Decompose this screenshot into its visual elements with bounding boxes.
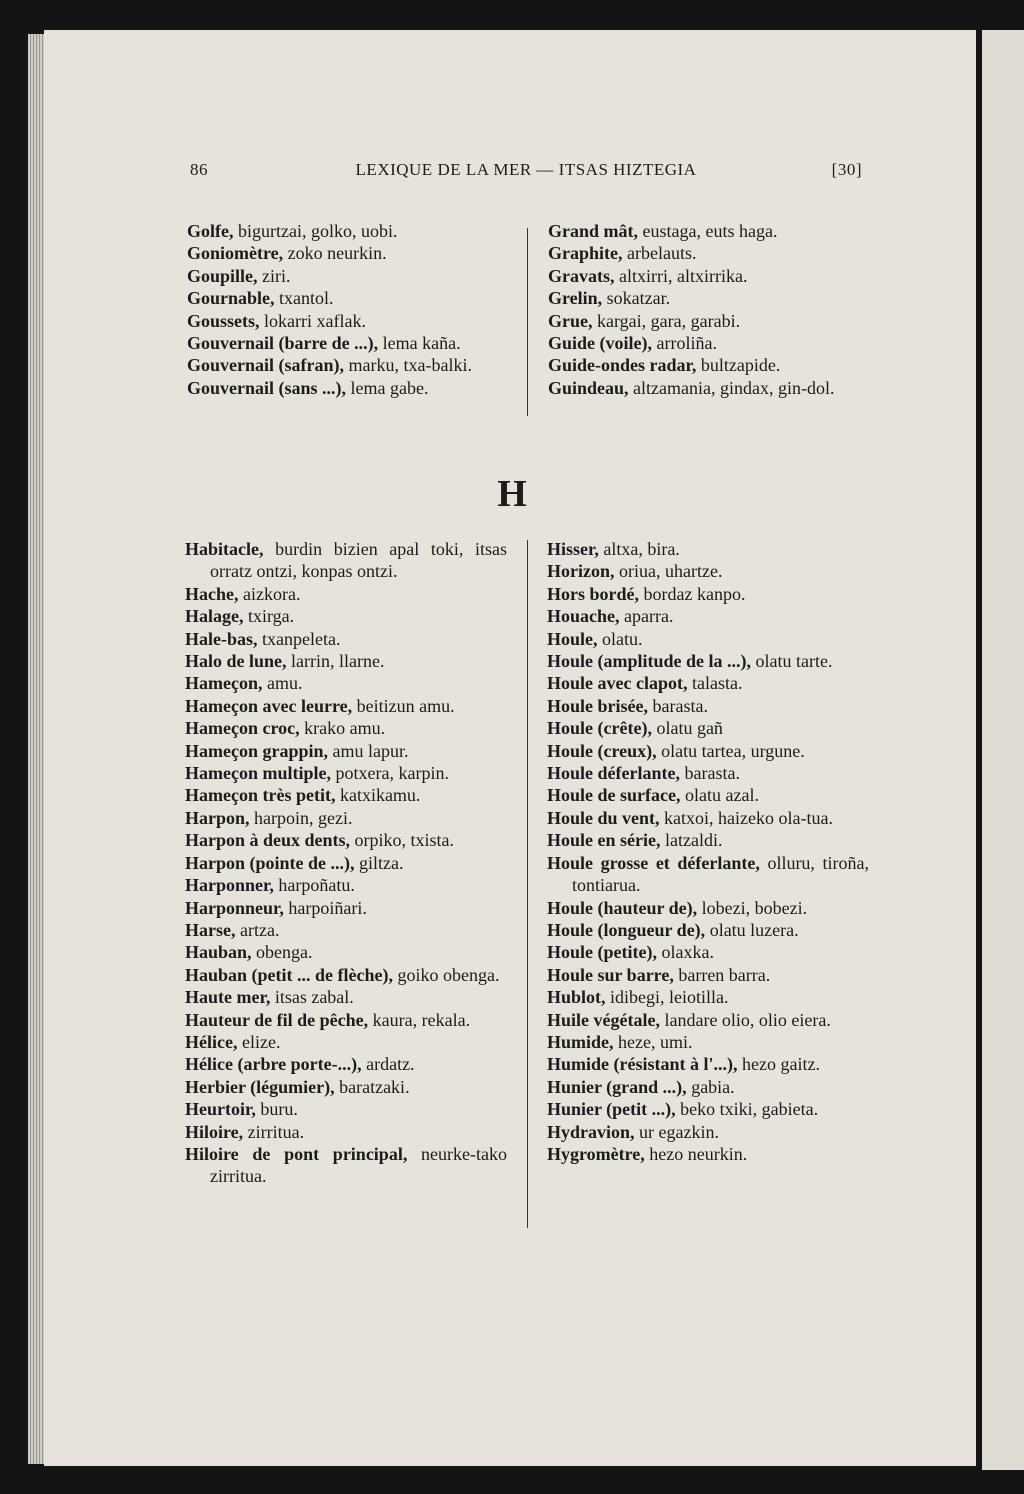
entry-term: Halo de lune, <box>185 651 287 672</box>
column-bottom-right <box>547 538 869 1165</box>
column-bottom-left <box>185 538 507 1188</box>
entry-term: Golfe, <box>187 221 234 241</box>
entry-term: Harponneur, <box>185 897 284 918</box>
entry-term: Hauteur de fil de pêche, <box>185 1009 369 1030</box>
dictionary-entry <box>547 538 869 560</box>
column-divider-top <box>527 228 528 416</box>
entry-term: Hameçon très petit, <box>185 785 336 806</box>
dictionary-entry <box>547 1121 869 1143</box>
entry-term: Hélice, <box>185 1031 238 1052</box>
entry-definition: harpoñatu. <box>273 875 355 896</box>
entry-term: Haute mer, <box>185 987 271 1008</box>
entry-term: Hache, <box>185 583 239 604</box>
entry-definition: zoko neurkin. <box>283 243 387 264</box>
entry-definition: marku, txa-balki. <box>344 355 472 376</box>
dictionary-entry <box>547 852 869 897</box>
dictionary-entry <box>185 1121 507 1143</box>
entry-term: Hameçon avec leurre, <box>185 695 353 716</box>
dictionary-entry <box>185 784 507 806</box>
entry-definition: bultzapide. <box>696 355 781 376</box>
entry-term: Humide, <box>547 1031 614 1052</box>
section-ref: [30] <box>831 160 862 179</box>
entry-term: Gouvernail (barre de ...), <box>187 333 379 354</box>
section-letter: H <box>497 473 527 515</box>
dictionary-entry <box>185 807 507 829</box>
dictionary-entry <box>547 717 869 739</box>
entry-definition: txanpeleta. <box>257 628 341 649</box>
dictionary-entry <box>548 310 870 332</box>
dictionary-entry <box>547 1098 869 1120</box>
entry-term: Houle sur barre, <box>547 964 674 985</box>
entry-definition: beitizun amu. <box>352 695 455 716</box>
dictionary-entry <box>185 650 507 672</box>
entry-term: Houle avec clapot, <box>547 673 688 694</box>
entry-term: Grelin, <box>548 288 603 309</box>
dictionary-entry <box>185 605 507 627</box>
entry-definition: altzamania, gindax, gin-dol. <box>628 377 835 398</box>
dictionary-entry <box>547 919 869 941</box>
entry-definition: buru. <box>255 1099 298 1120</box>
dictionary-entry <box>547 560 869 582</box>
entry-definition: kargai, gara, garabi. <box>592 310 741 331</box>
entry-term: Hygromètre, <box>547 1143 645 1164</box>
dictionary-entry <box>548 354 870 376</box>
dictionary-entry <box>185 628 507 650</box>
column-top-right <box>548 220 870 399</box>
dictionary-entry <box>185 1031 507 1053</box>
entry-term: Horizon, <box>547 561 615 582</box>
entry-term: Hélice (arbre porte-...), <box>185 1054 362 1075</box>
entry-definition: heze, umi. <box>613 1031 693 1052</box>
entry-term: Hameçon, <box>185 673 263 694</box>
entry-term: Guide-ondes radar, <box>548 355 697 376</box>
dictionary-entry <box>547 695 869 717</box>
entry-definition: beko txiki, gabieta. <box>675 1099 819 1120</box>
entry-term: Houle de surface, <box>547 785 681 806</box>
entry-definition: olatu tarte. <box>751 651 833 672</box>
dictionary-entry <box>185 1076 507 1098</box>
entry-definition: ur egazkin. <box>634 1121 719 1142</box>
entry-definition: aizkora. <box>238 583 301 604</box>
entry-term: Hameçon grappin, <box>185 740 329 761</box>
dictionary-entry <box>547 1143 869 1165</box>
entry-term: Houle (creux), <box>547 740 657 761</box>
dictionary-entry <box>547 829 869 851</box>
dictionary-entry <box>547 986 869 1008</box>
entry-definition: sokatzar. <box>602 288 671 309</box>
entry-definition: idibegi, leiotilla. <box>605 987 729 1008</box>
dictionary-entry <box>185 1098 507 1120</box>
entry-definition: lema gabe. <box>346 377 429 398</box>
dictionary-entry <box>187 377 510 399</box>
entry-term: Hisser, <box>547 539 599 559</box>
entry-definition: eustaga, euts haga. <box>638 221 778 241</box>
entry-term: Goupille, <box>187 265 258 286</box>
entry-term: Gouvernail (sans ...), <box>187 377 347 398</box>
dictionary-entry <box>547 1076 869 1098</box>
entry-term: Houle déferlante, <box>547 763 680 784</box>
entry-term: Gournable, <box>187 288 275 309</box>
dictionary-entry <box>185 874 507 896</box>
entry-definition: larrin, llarne. <box>286 651 385 672</box>
dictionary-entry <box>547 762 869 784</box>
entry-definition: amu. <box>262 673 303 694</box>
dictionary-entry <box>185 672 507 694</box>
entry-definition: olatu tartea, urgune. <box>656 740 805 761</box>
dictionary-entry <box>547 672 869 694</box>
dictionary-entry <box>185 1143 507 1188</box>
entry-term: Goussets, <box>187 310 260 331</box>
entry-term: Houle, <box>547 628 598 649</box>
dictionary-entry <box>187 332 510 354</box>
entry-definition: aparra. <box>619 606 674 627</box>
entry-definition: olatu luzera. <box>705 919 799 940</box>
dictionary-entry <box>547 1009 869 1031</box>
entry-definition: hezo gaitz. <box>737 1054 820 1075</box>
dictionary-entry <box>548 377 870 399</box>
entry-term: Gravats, <box>548 265 615 286</box>
dictionary-entry <box>185 583 507 605</box>
dictionary-entry <box>185 762 507 784</box>
entry-term: Harponner, <box>185 875 274 896</box>
entry-definition: olatu azal. <box>680 785 759 806</box>
entry-term: Houle (longueur de), <box>547 919 706 940</box>
dictionary-entry <box>547 583 869 605</box>
entry-definition: olatu gañ <box>651 718 723 739</box>
entry-definition: barasta. <box>648 695 708 716</box>
entry-definition: orpiko, txista. <box>350 830 455 851</box>
entry-definition: krako amu. <box>299 718 386 739</box>
entry-term: Houle en série, <box>547 830 661 851</box>
dictionary-entry <box>185 897 507 919</box>
dictionary-entry <box>547 628 869 650</box>
entry-definition: giltza. <box>354 852 404 873</box>
entry-definition: harpoiñari. <box>283 897 367 918</box>
entry-definition: obenga. <box>251 942 313 963</box>
entry-definition: bigurtzai, golko, uobi. <box>233 221 398 241</box>
entry-term: Houle (hauteur de), <box>547 897 698 918</box>
entry-definition: altxa, bira. <box>598 539 680 559</box>
entry-definition: bordaz kanpo. <box>639 583 746 604</box>
dictionary-entry <box>547 807 869 829</box>
running-title: LEXIQUE DE LA MER — ITSAS HIZTEGIA <box>355 160 697 179</box>
entry-definition: neurke-tako zirritua. <box>210 1143 507 1187</box>
dictionary-entry <box>548 332 870 354</box>
entry-term: Hiloire de pont principal, <box>185 1143 408 1164</box>
dictionary-entry <box>548 242 870 264</box>
entry-term: Houle grosse et déferlante, <box>547 852 760 873</box>
entry-term: Heurtoir, <box>185 1099 256 1120</box>
entry-term: Hiloire, <box>185 1121 244 1142</box>
entry-term: Gouvernail (safran), <box>187 355 344 376</box>
dictionary-entry <box>185 740 507 762</box>
dictionary-entry <box>185 1009 507 1031</box>
entry-term: Houle (amplitude de la ...), <box>547 651 752 672</box>
dictionary-entry <box>547 941 869 963</box>
entry-definition: barren barra. <box>673 964 771 985</box>
entry-term: Goniomètre, <box>187 243 284 264</box>
entry-term: Hauban, <box>185 942 252 963</box>
dictionary-entry <box>548 287 870 309</box>
entry-term: Hameçon multiple, <box>185 763 331 784</box>
entry-term: Harpon à deux dents, <box>185 830 351 851</box>
entry-definition: baratzaki. <box>334 1076 410 1097</box>
entry-definition: artza. <box>235 919 280 940</box>
entry-term: Hunier (petit ...), <box>547 1099 676 1120</box>
adjacent-page-edge <box>982 30 1024 1470</box>
entry-definition: gabia. <box>686 1076 735 1097</box>
dictionary-entry <box>187 242 510 264</box>
entry-definition: latzaldi. <box>660 830 723 851</box>
entry-definition: kaura, rekala. <box>368 1009 471 1030</box>
entry-definition: oriua, uhartze. <box>614 561 723 582</box>
dictionary-entry <box>185 695 507 717</box>
entry-term: Houle (crête), <box>547 718 652 739</box>
dictionary-entry <box>185 964 507 986</box>
entry-definition: harpoin, gezi. <box>249 807 353 828</box>
entry-definition: olatu. <box>597 628 643 649</box>
entry-term: Hunier (grand ...), <box>547 1076 687 1097</box>
entry-term: Houle (petite), <box>547 942 657 963</box>
dictionary-entry <box>185 919 507 941</box>
entry-term: Grue, <box>548 310 593 331</box>
dictionary-entry <box>547 650 869 672</box>
entry-term: Habitacle, <box>185 539 264 559</box>
dictionary-entry <box>187 220 510 242</box>
entry-term: Hors bordé, <box>547 583 639 604</box>
entry-term: Halage, <box>185 606 244 627</box>
entry-definition: arbelauts. <box>622 243 697 264</box>
entry-definition: lobezi, bobezi. <box>697 897 808 918</box>
entry-definition: goiko obenga. <box>392 964 500 985</box>
dictionary-entry <box>187 265 510 287</box>
dictionary-entry <box>185 1053 507 1075</box>
dictionary-entry <box>187 310 510 332</box>
dictionary-entry <box>185 538 507 583</box>
dictionary-entry <box>547 740 869 762</box>
dictionary-entry <box>548 220 870 242</box>
entry-definition: olaxka. <box>656 942 714 963</box>
entry-term: Graphite, <box>548 243 623 264</box>
entry-definition: hezo neurkin. <box>644 1143 748 1164</box>
entry-term: Houle du vent, <box>547 807 660 828</box>
entry-term: Grand mât, <box>548 221 638 241</box>
dictionary-entry <box>547 1031 869 1053</box>
dictionary-entry <box>547 605 869 627</box>
dictionary-entry <box>185 852 507 874</box>
entry-definition: ardatz. <box>361 1054 415 1075</box>
entry-definition: ziri. <box>257 265 291 286</box>
entry-term: Harpon, <box>185 807 250 828</box>
entry-definition: elize. <box>237 1031 281 1052</box>
entry-term: Guindeau, <box>548 377 629 398</box>
entry-term: Herbier (légumier), <box>185 1076 335 1097</box>
dictionary-entry <box>185 986 507 1008</box>
entry-definition: potxera, karpin. <box>331 763 449 784</box>
column-top-left <box>187 220 510 399</box>
entry-definition: lokarri xaflak. <box>259 310 366 331</box>
entry-term: Houache, <box>547 606 620 627</box>
entry-definition: zirritua. <box>243 1121 305 1142</box>
column-divider-bottom <box>527 540 528 1228</box>
entry-definition: katxoi, haizeko ola-tua. <box>659 807 833 828</box>
entry-definition: altxirri, altxirrika. <box>614 265 748 286</box>
entry-definition: amu lapur. <box>328 740 409 761</box>
entry-definition: arroliña. <box>652 333 717 354</box>
dictionary-entry <box>547 1053 869 1075</box>
entry-definition: landare olio, olio eiera. <box>659 1009 831 1030</box>
entry-term: Hublot, <box>547 987 606 1008</box>
entry-term: Hameçon croc, <box>185 718 300 739</box>
entry-term: Humide (résistant à l'...), <box>547 1054 738 1075</box>
entry-definition: lema kaña. <box>378 333 461 354</box>
dictionary-entry <box>547 964 869 986</box>
entry-definition: txirga. <box>243 606 295 627</box>
entry-term: Houle brisée, <box>547 695 648 716</box>
dictionary-entry <box>547 897 869 919</box>
entry-definition: barasta. <box>679 763 740 784</box>
dictionary-entry <box>187 287 510 309</box>
entry-term: Hauban (petit ... de flèche), <box>185 964 393 985</box>
dictionary-entry <box>187 354 510 376</box>
entry-definition: burdin bizien apal toki, itsas orratz ontzi, konpas ontzi. <box>210 539 507 582</box>
entry-term: Harpon (pointe de ...), <box>185 852 355 873</box>
dictionary-entry <box>547 784 869 806</box>
entry-definition: txantol. <box>274 288 334 309</box>
entry-term: Harse, <box>185 919 236 940</box>
entry-term: Hydravion, <box>547 1121 635 1142</box>
dictionary-entry <box>185 829 507 851</box>
page-number: 86 <box>190 160 208 179</box>
entry-term: Guide (voile), <box>548 333 652 354</box>
dictionary-entry <box>548 265 870 287</box>
running-header <box>190 160 862 184</box>
entry-definition: olluru, tiroña, tontiarua. <box>572 852 869 896</box>
entry-term: Huile végétale, <box>547 1009 660 1030</box>
entry-definition: talasta. <box>687 673 743 694</box>
entry-term: Hale-bas, <box>185 628 258 649</box>
entry-definition: itsas zabal. <box>270 987 354 1008</box>
dictionary-entry <box>185 941 507 963</box>
entry-definition: katxikamu. <box>335 785 421 806</box>
dictionary-entry <box>185 717 507 739</box>
